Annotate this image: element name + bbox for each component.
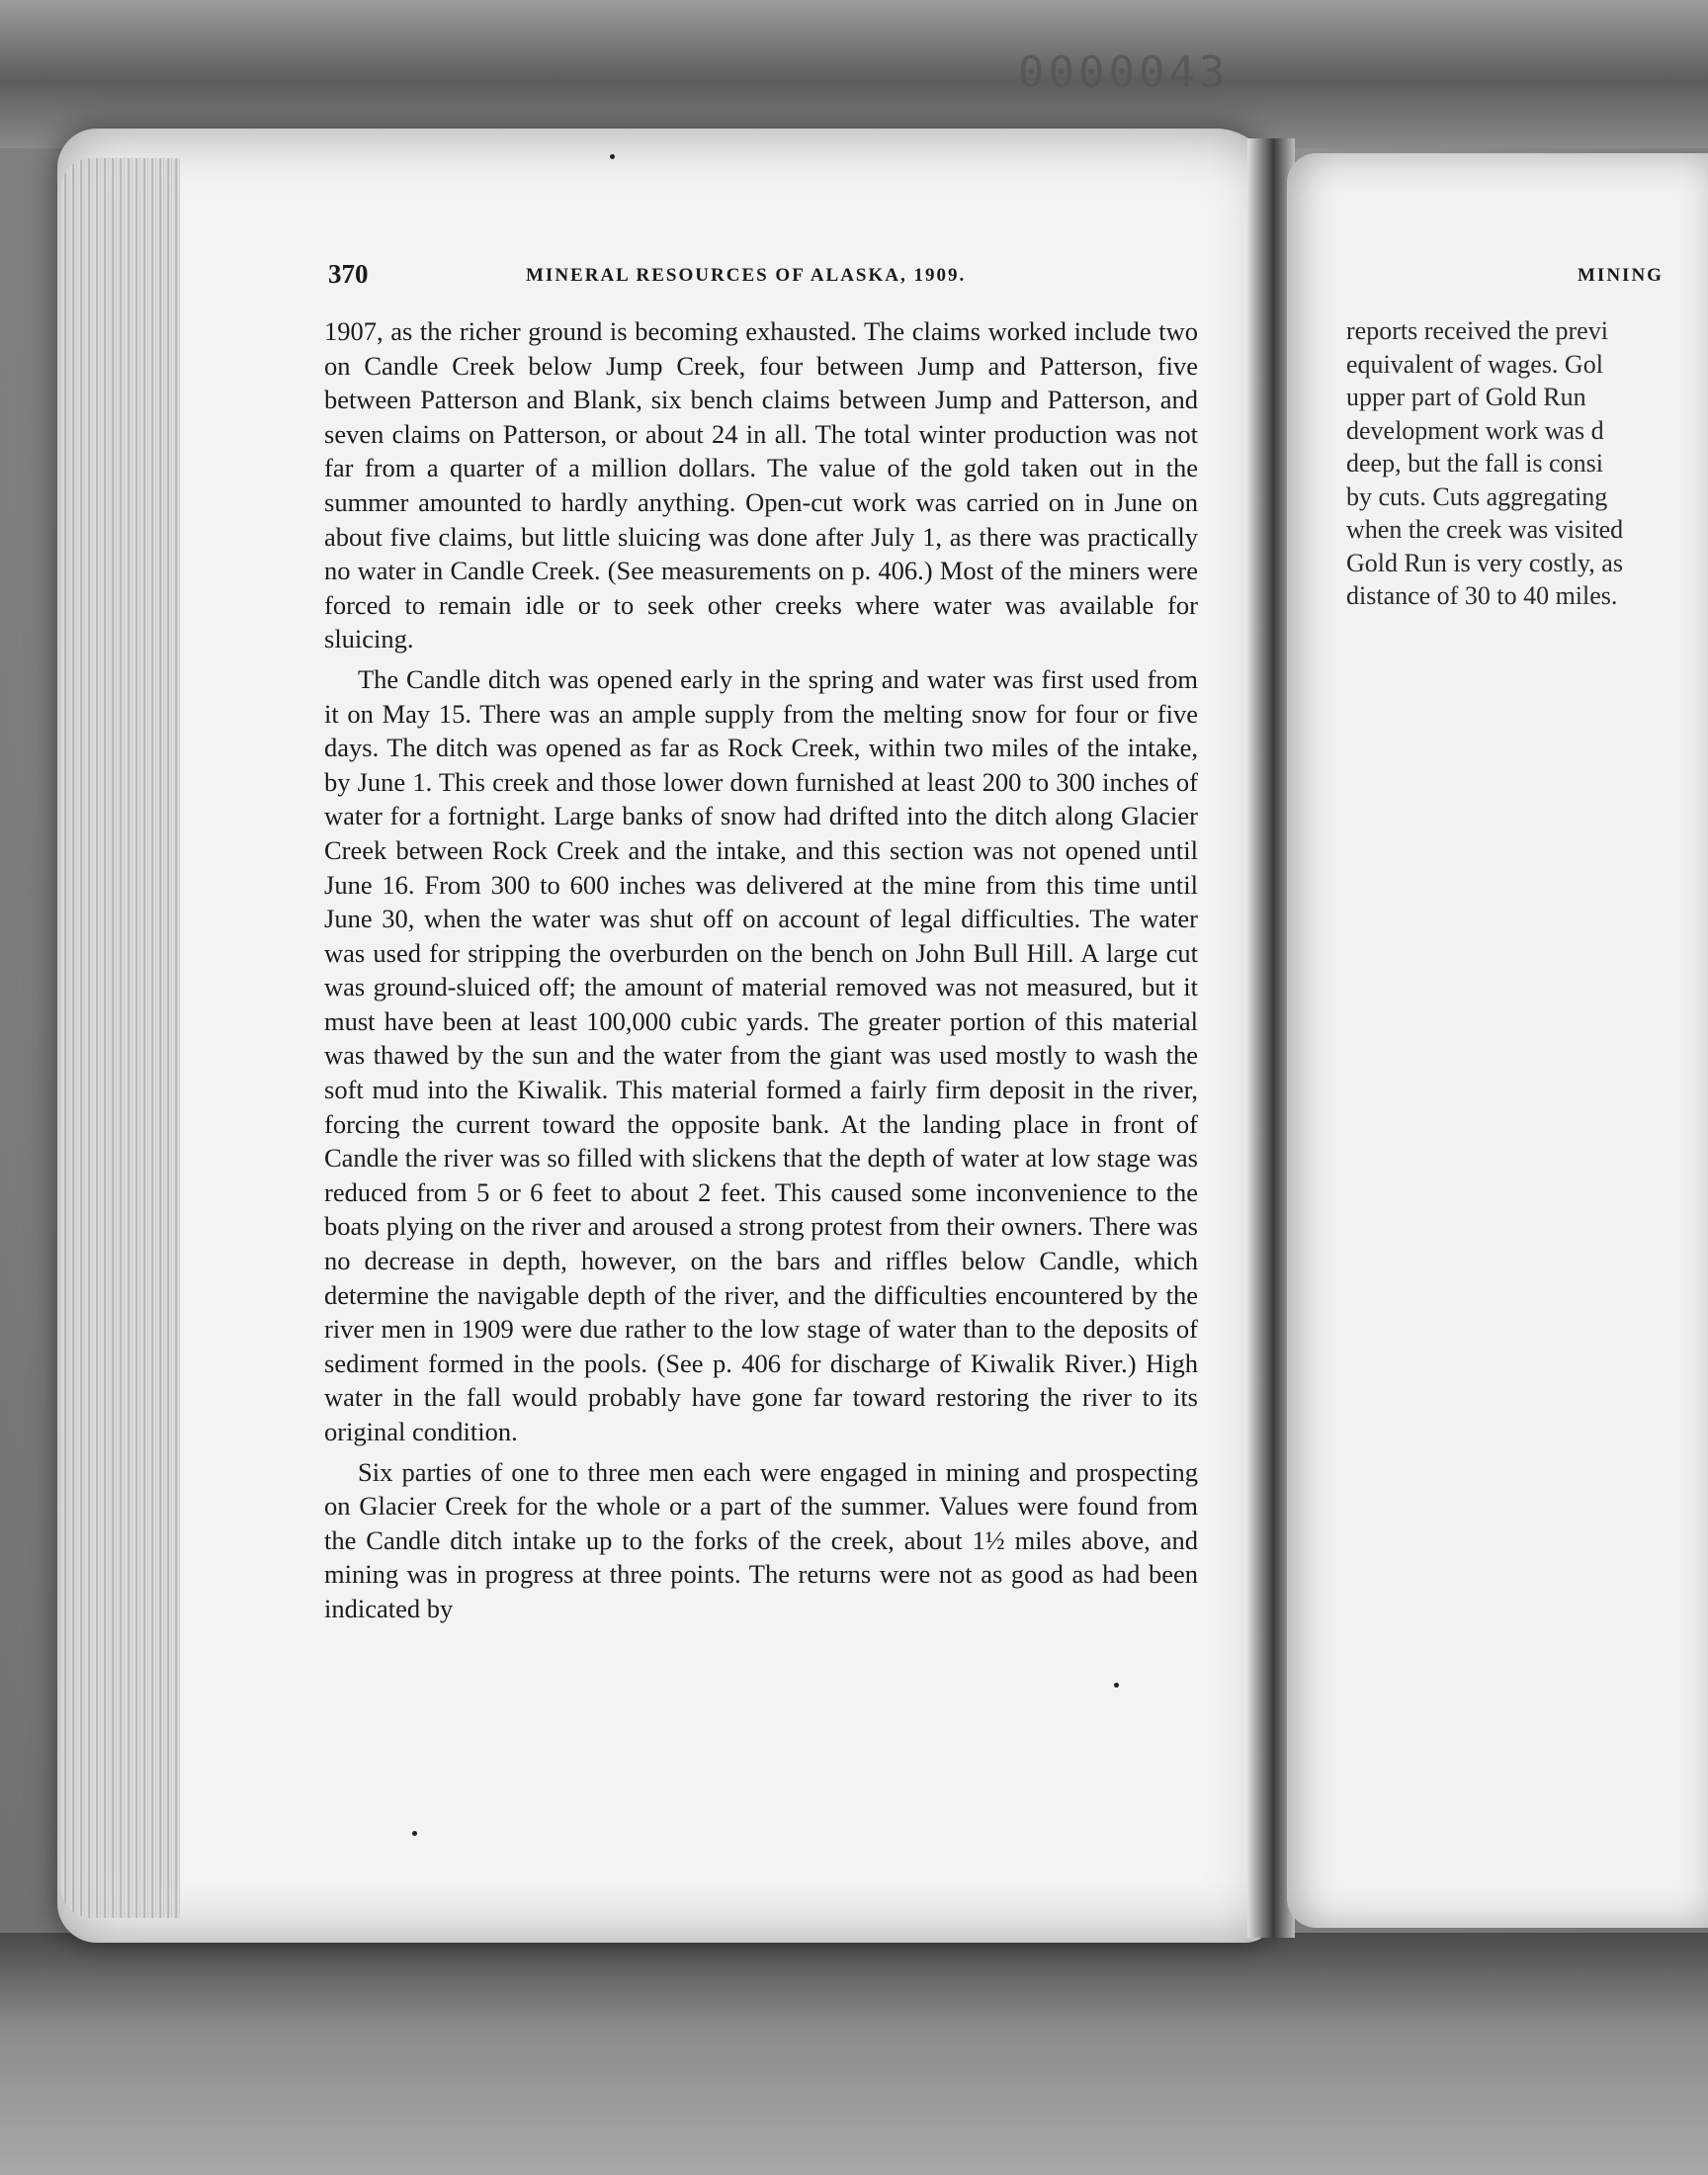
paragraph-2: The Candle ditch was opened early in the spring and water was first used from it on May 15. There was an ample supply from the melting snow for four or five days. The ditch was opened as far as Rock Creek, within two miles of the intake, by June 1. This creek and those lower down furnished at least 200 to 300 inches of water for a fortnight. Large banks of snow had drifted into the ditch along Glacier Creek between Rock Creek and the intake, and this section was not opened until June 16. From 300 to 600 inches was delivered at the mine from this time until June 30, when the water was shut off on account of legal difficulties. The water was used for stripping the overburden on the bench on John Bull Hill. A large cut was ground-sluiced off; the amount of material removed was not measured, but it must have been at least 100,000 cubic yards. The greater portion of this material was thawed by the sun and the water from the giant was used mostly to wash the soft mud into the Kiwalik. This material formed a fairly firm deposit in the river, forcing the current toward the opposite bank. At the landing place in front of Candle the river was so filled with slickens that the depth of water at low stage was reduced from 5 or 6 feet to about 2 feet. This caused some inconvenience to the boats plying on the river and aroused a strong protest from their owners. There was no decrease in depth, however, on the bars and riffles below Candle, which determine the navigable depth of the river, and the difficulties encountered by the river men in 1909 were due rather to the low stage of water than to the deposits of sediment formed in the pools. (See p. 406 for discharge of Kiwalik River.) High water in the fall would probably have gone far toward restoring the river to its original condition. (324, 663, 1198, 1446)
right-running-head: MINING (1578, 265, 1664, 286)
scan-speck (412, 1831, 417, 1836)
paragraph-1: 1907, as the richer ground is becoming exhausted. The claims worked include two on Candle Creek below Jump Creek, four between Jump and Patterson, five between Patterson and Blank, six bench claims between Jump and Patterson, and seven claims on Patterson, or about 24 in all. The total winter production was not far from a quarter of a million dollars. The value of the gold taken out in the summer amounted to hardly anything. Open-cut work was carried on in June on about five claims, but little sluicing was done after July 1, as there was practically no water in Candle Creek. (See measurements on p. 406.) Most of the miners were forced to remain idle or to seek other creeks where water was available for sluicing. (324, 316, 1198, 654)
right-line: upper part of Gold Run (1346, 383, 1586, 411)
right-line: when the creek was visited (1346, 515, 1624, 544)
scan-speck (610, 154, 615, 159)
right-page-body (1346, 314, 1708, 613)
page-number: 370 (328, 259, 369, 289)
scan-bottom-shadow (0, 1933, 1708, 2175)
right-line: development work was d (1346, 415, 1604, 445)
right-line: equivalent of wages. Gol (1346, 349, 1603, 379)
archive-stamp-number: 0000043 (1018, 47, 1230, 98)
right-page-content (1287, 153, 1708, 1928)
left-page-body (324, 314, 1198, 1626)
page-edges (61, 158, 180, 1918)
left-page-header (328, 259, 1188, 293)
running-head: MINERAL RESOURCES OF ALASKA, 1909. (526, 265, 967, 286)
paragraph-3: Six parties of one to three men each were engaged in mining and prospecting on Glacier Creek for the whole or a part of the summer. Values were found from the Candle ditch intake up to the forks of the creek, about 1½ miles above, and mining was in progress at three points. The returns were not as good as had been indicated by (324, 1456, 1198, 1623)
right-line: Gold Run is very costly, as (1346, 548, 1623, 577)
right-line: by cuts. Cuts aggregating (1346, 481, 1608, 511)
right-line: distance of 30 to 40 miles. (1346, 581, 1618, 610)
right-line: deep, but the fall is consi (1346, 449, 1603, 478)
right-line: reports received the previ (1346, 316, 1608, 345)
scan-speck (1114, 1683, 1119, 1688)
scan-top-shadow (0, 0, 1708, 148)
